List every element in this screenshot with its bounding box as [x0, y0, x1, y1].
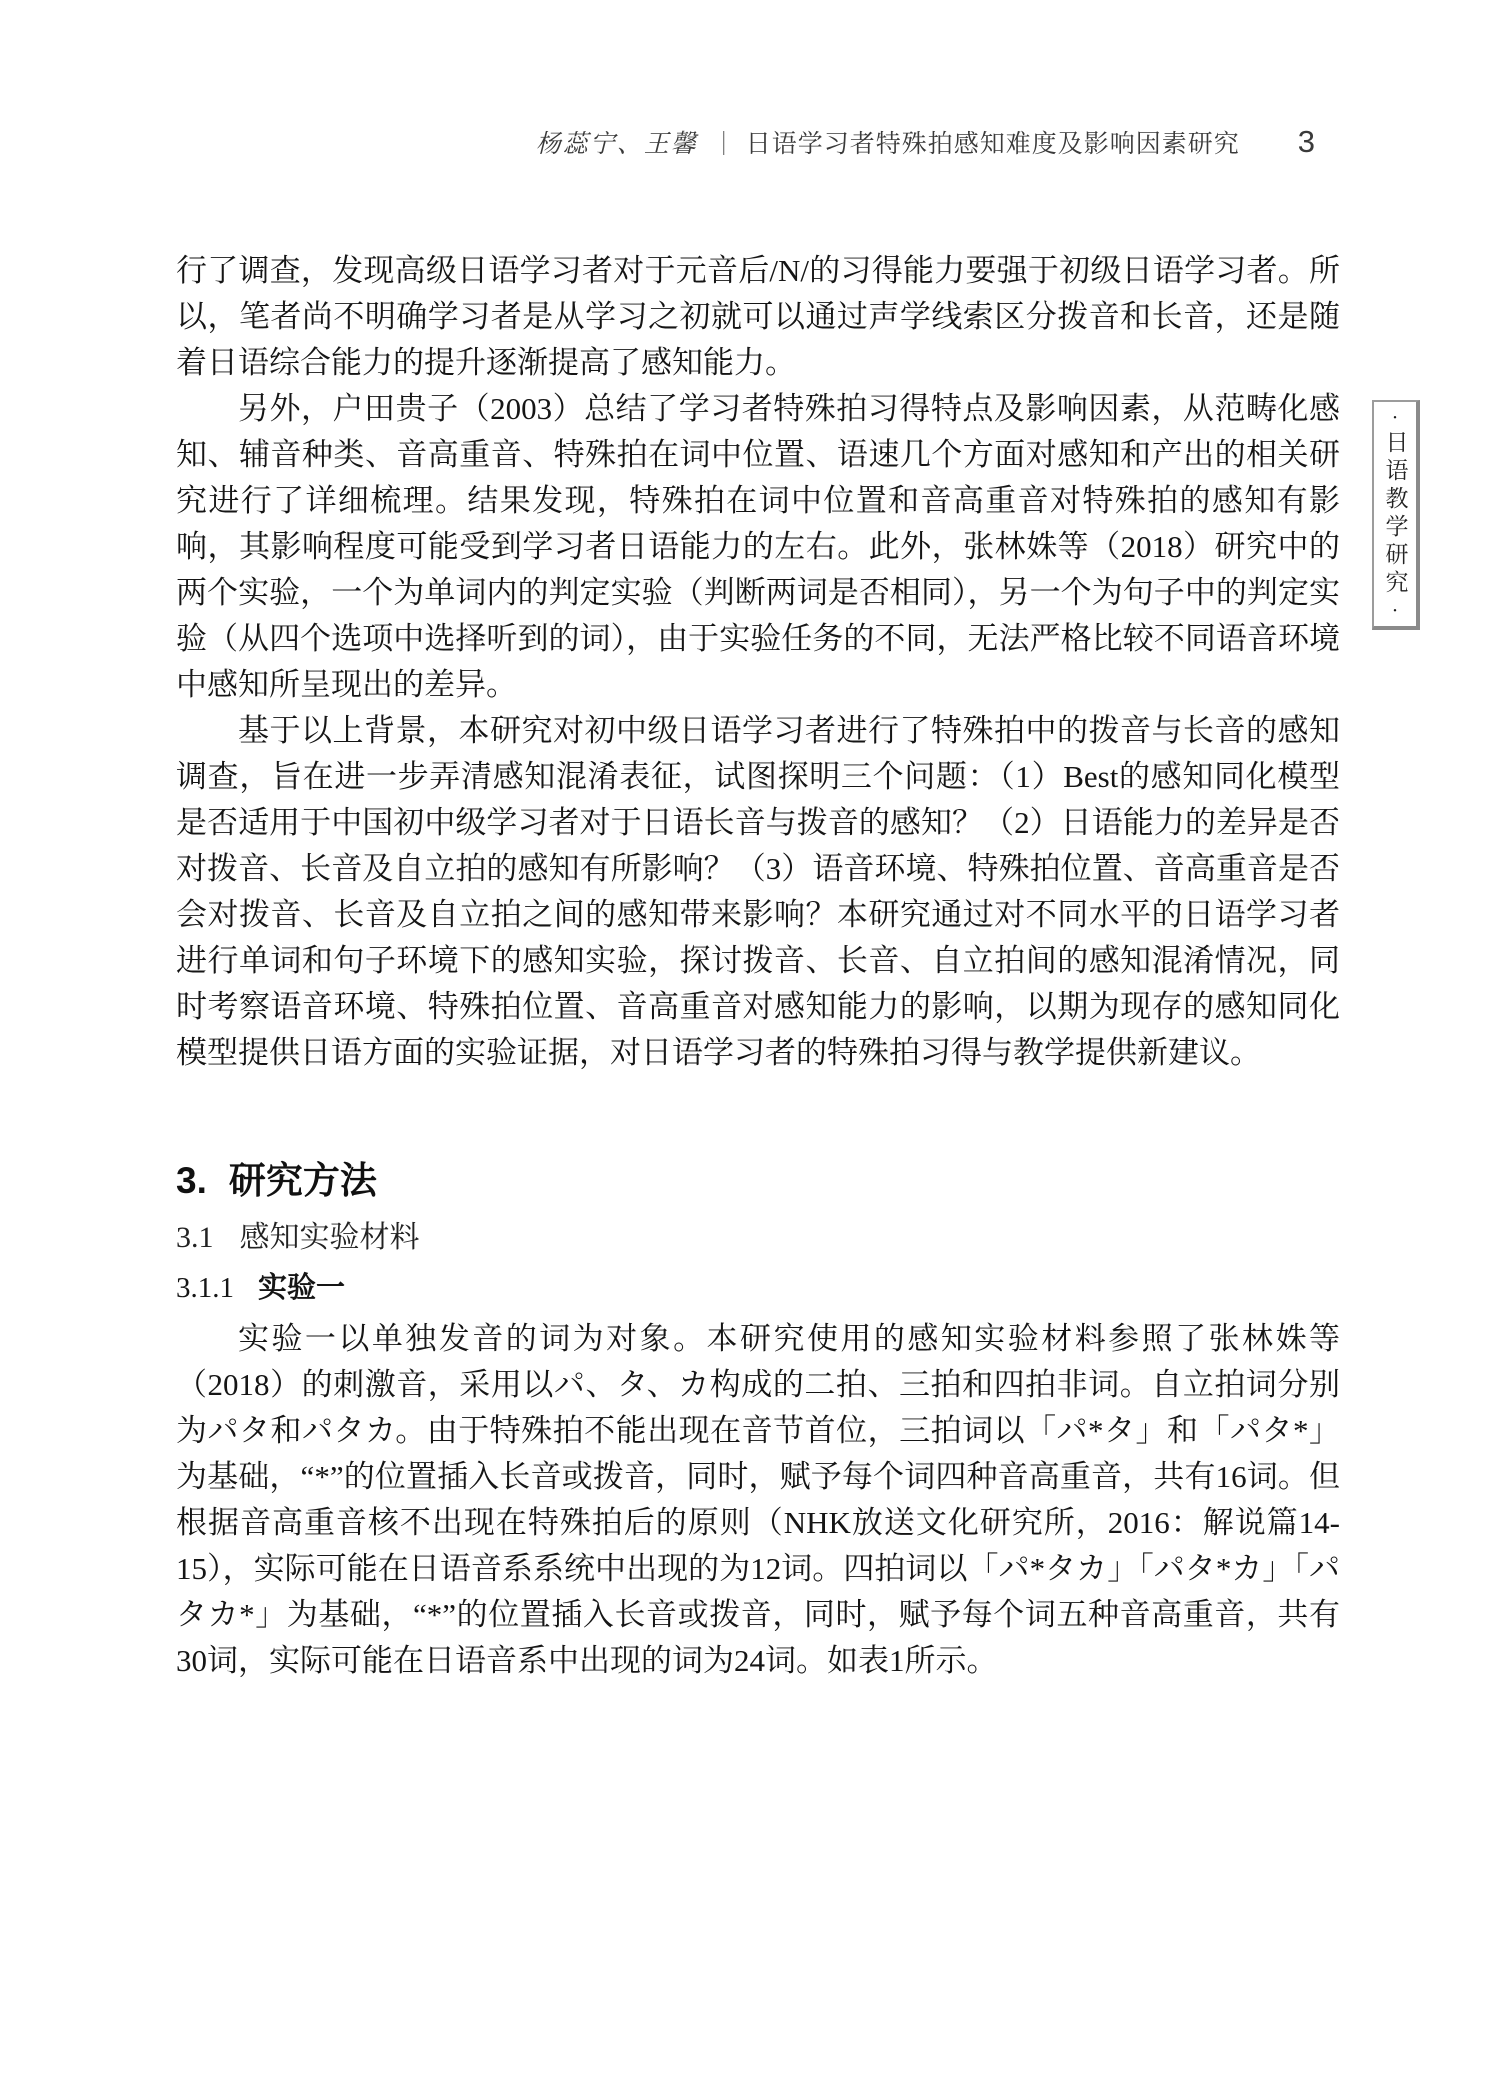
- category-label: 日语教学研究: [1382, 430, 1408, 598]
- subsection-heading: [176, 1220, 1340, 1256]
- page-number: 3: [1297, 124, 1315, 159]
- subsection-title: 感知实验材料: [239, 1221, 420, 1254]
- bullet-dot-bottom: ・: [1388, 603, 1402, 618]
- running-header: [0, 124, 1315, 160]
- body-paragraph-3: 基于以上背景，本研究对初中级日语学习者进行了特殊拍中的拨音与长音的感知调查，旨在进一步弄清感知混淆表征，试图探明三个问题：（1）Best的感知同化模型是否适用于中国初中级学习者对于日语长音与拨音的感知？（2）日语能力的差异是否对拨音、长音及自立拍的感知有所影响？（3）语音环境、特殊拍位置、音高重音是否会对拨音、长音及自立拍之间的感知带来影响？本研究通过对不同水平的日语学习者进行单词和句子环境下的感知实验，探讨拨音、长音、自立拍间的感知混淆情况，同时考察语音环境、特殊拍位置、音高重音对感知能力的影响，以期为现存的感知同化模型提供日语方面的实验证据，对日语学习者的特殊拍习得与教学提供新建议。: [176, 713, 1340, 1070]
- paper-title: 日语学习者特殊拍感知难度及影响因素研究: [745, 130, 1240, 158]
- subsection-number: 3.1: [176, 1221, 214, 1254]
- section-number: 3.: [176, 1160, 207, 1201]
- subsubsection-heading: [176, 1270, 1340, 1306]
- category-tag-box: [1372, 400, 1420, 630]
- author-names: 杨蕊宁、王馨: [535, 131, 698, 158]
- body-paragraph-2: 另外，户田贵子（2003）总结了学习者特殊拍习得特点及影响因素，从范畴化感知、辅音种类、音高重音、特殊拍在词中位置、语速几个方面对感知和产出的相关研究进行了详细梳理。结果发现，特殊拍在词中位置和音高重音对特殊拍的感知有影响，其影响程度可能受到学习者日语能力的左右。此外，张林姝等（2018）研究中的两个实验，一个为单词内的判定实验（判断两词是否相同），另一个为句子中的判定实验（从四个选项中选择听到的词），由于实验任务的不同，无法严格比较不同语音环境中感知所呈现出的差异。: [176, 391, 1340, 702]
- header-divider: ｜: [711, 131, 736, 158]
- body-paragraph-1: 行了调查，发现高级日语学习者对于元音后/N/的习得能力要强于初级日语学习者。所以，笔者尚不明确学习者是从学习之初就可以通过声学线索区分拨音和长音，还是随着日语综合能力的提升逐渐提高了感知能力。: [176, 253, 1340, 380]
- subsubsection-number: 3.1.1: [176, 1272, 234, 1304]
- section-heading: [176, 1160, 1340, 1202]
- subsubsection-title: 实验一: [258, 1272, 346, 1304]
- body-paragraph-4: 实验一以单独发音的词为对象。本研究使用的感知实验材料参照了张林姝等（2018）的刺激音，采用以パ、タ、カ构成的二拍、三拍和四拍非词。自立拍词分别为パタ和パタカ。由于特殊拍不能出现在音节首位，三拍词以「パ*タ」和「パタ*」为基础，“*”的位置插入长音或拨音，同时，赋予每个词四种音高重音，共有16词。但根据音高重音核不出现在特殊拍后的原则（NHK放送文化研究所，2016：解说篇14-15），实际可能在日语音系系统中出现的为12词。四拍词以「パ*タカ」「パタ*カ」「パタカ*」为基础，“*”的位置插入长音或拨音，同时，赋予每个词五种音高重音，共有30词，实际可能在日语音系中出现的词为24词。如表1所示。: [176, 1321, 1340, 1678]
- bullet-dot-top: ・: [1388, 410, 1402, 425]
- section-title: 研究方法: [228, 1160, 377, 1201]
- body-column: [176, 248, 1340, 1684]
